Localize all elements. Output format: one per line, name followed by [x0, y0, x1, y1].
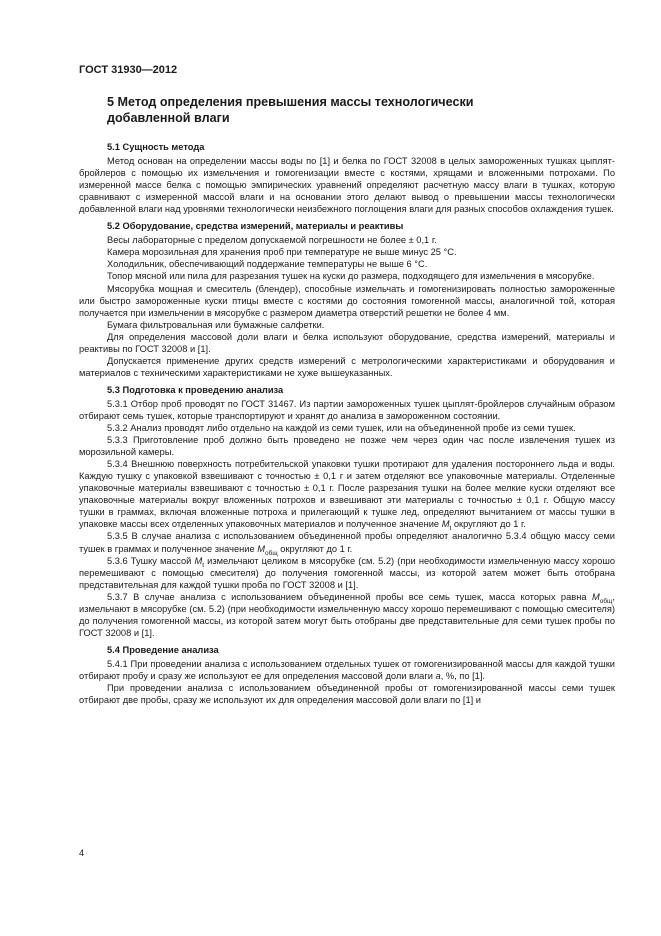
paragraph: Холодильник, обеспечивающий поддержание температуры не выше 6 °С. [107, 259, 428, 270]
paragraph: 5.3.5 В случае анализа с использованием объединенной пробы определяют аналогично 5.3.4 общую массу семи тушек в граммах и полученное значение $M_{общ}$ округляют до 1 г. [79, 531, 615, 557]
paragraph: При проведении анализа с использованием объединенной пробы от гомогенизированной массы семи тушек отбирают две пробы, сразу же используют их для определения массовой доли влаги по [1] и [79, 683, 615, 706]
page-number: 4 [79, 848, 85, 858]
paragraph: 5.3.6 Тушку массой $M_t$ измельчают целиком в мясорубке (см. 5.2) (при необходимости измельченную массу хорошо перемешивают с помощью смесителя) до получения гомогенной массы, из которой затем может быть отобрана представительная для каждой тушки проба по ГОСТ 32008 и [1]. [79, 555, 615, 590]
paragraph: Метод основан на определении массы воды по [1] и белка по ГОСТ 32008 в целых замороженных тушках цыплят-бройлеров с помощью их измельчения и гомогенизации вместе с костями, хрящами и вложенными потрохами. По измеренной массе белка с помощью эмпирических уравнений определяют расчетную массу влаги в тушках, которую сравнивают с измеренной массой влаги и на основании этого делают вывод о превышении массы технологически добавленной влаги над уровнями технологически неизбежного поглощения влаги для разных способов охлаждения тушек. [79, 156, 615, 215]
document-body [79, 135, 615, 706]
heading-5-2: 5.2 Оборудование, средства измерений, материалы и реактивы [107, 221, 404, 232]
paragraph: Топор мясной или пила для разрезания тушек на куски до размера, подходящего для измельчения в мясорубке. [107, 271, 595, 282]
heading-5-4: 5.4 Проведение анализа [107, 644, 219, 655]
paragraph: 5.3.3 Приготовление проб должно быть проведено не позже чем через один час после извлечения тушек из морозильной камеры. [79, 435, 615, 458]
paragraph: 5.3.7 В случае анализа с использованием объединенной пробы все семь тушек, масса которых равна $M_{общ}$, измельчают в мясорубке (см. 5.2) (при необходимости измельченную массу хорошо перемешивают с помощью смесителя) до получения гомогенной массы, из которой затем могут быть отобраны две представительные для семи тушек пробы по ГОСТ 32008 и [1]. [79, 591, 615, 638]
paragraph: Мясорубка мощная и смеситель (блендер), способные измельчать и гомогенизировать полностью замороженные или быстро замороженные куски птицы вместе с костями до состояния гомогенной массы, аналогичной той, которая получается при измельчении в мясорубке с размером диаметра отверстий решетки не более 4 мм. [79, 283, 615, 318]
paragraph: 5.3.4 Внешнюю поверхность потребительской упаковки тушки протирают для удаления постороннего льда и воды. Каждую тушку с упаковкой взвешивают с точностью ± 0,1 г и затем отделяют все упаковочные материалы. Отделенные упаковочные материалы взвешивают с точностью ± 0,1 г. После разрезания тушки на более мелкие куски отделяют все упаковочные материалы вокруг вложенных потрохов и взвешивают эти материалы с точностью ± 0,1 г. Общую массу тушки в граммах, включая вложенные потроха и прилегающий к тушке лед, определяют вычитанием от массы тушки в упаковке массы всех отделенных упаковочных материалов и полученное значение $M_t$ округляют до 1 г. [79, 459, 615, 533]
paragraph: Весы лабораторные с пределом допускаемой погрешности не более ± 0,1 г. [107, 235, 437, 246]
section-title: 5 Метод определения превышения массы технологически добавленной влаги [107, 95, 474, 125]
paragraph: 5.3.2 Анализ проводят либо отдельно на каждой из семи тушек, или на объединенной пробе из семи тушек. [107, 423, 576, 434]
document-id: ГОСТ 31930—2012 [79, 64, 178, 76]
heading-5-3: 5.3 Подготовка к проведению анализа [107, 384, 284, 395]
heading-5-1: 5.1 Сущность метода [107, 142, 205, 152]
paragraph: 5.4.1 При проведении анализа с использованием отдельных тушек от гомогенизированной массы для каждой тушки отбирают пробу и сразу же используют ее для определения массовой доли влаги a, %, по [1]. [79, 658, 615, 681]
paragraph: Допускается применение других средств измерений с метрологическими характеристиками и оборудования и материалов с техническими характеристиками не хуже вышеуказанных. [79, 355, 615, 378]
paragraph: 5.3.1 Отбор проб проводят по ГОСТ 31467. Из партии замороженных тушек цыплят-бройлеров случайным образом отбирают семь тушек, которые транспортируют и хранят до анализа в замороженном состоянии. [79, 398, 615, 421]
paragraph: Бумага фильтровальная или бумажные салфетки. [107, 319, 325, 330]
paragraph: Для определения массовой доли влаги и белка используют оборудование, средства измерений, материалы и реактивы по ГОСТ 32008 и [1]. [79, 331, 615, 354]
paragraph: Камера морозильная для хранения проб при температуре не выше минус 25 °С. [107, 247, 457, 258]
